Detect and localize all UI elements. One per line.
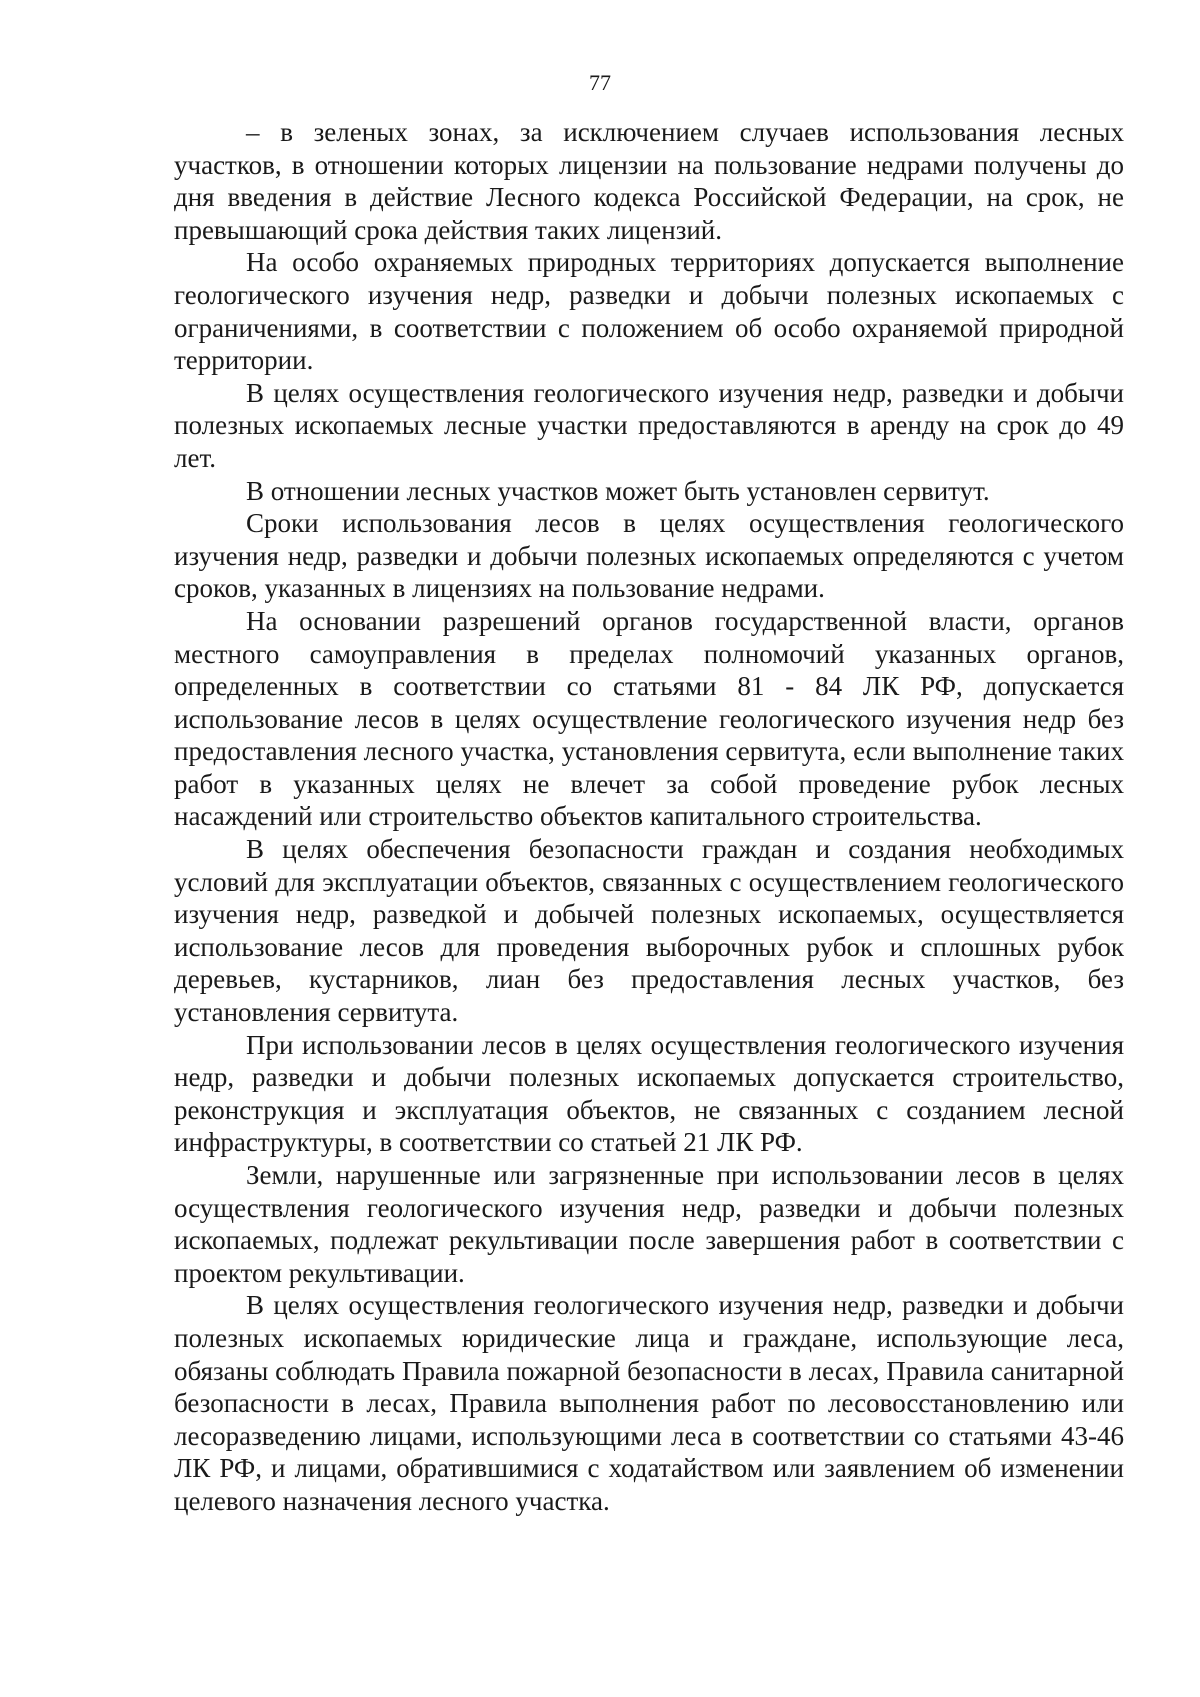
page-number: 77 (589, 70, 611, 95)
paragraph-rules: В целях осуществления геологического изучения недр, разведки и добычи полезных ископаемых юридические лица и граждане, использующие леса, обязаны соблюдать Правила пожарной безопасности в лесах, Правила санитарной безопасности в лесах, Правила выполнения работ по лесовосстановлению или лесоразведению лицами, использующими леса в соответствии со статьями 43-46 ЛК РФ, и лицами, обратившимися с ходатайством или заявлением об изменении целевого назначения лесного участка. (174, 1290, 1124, 1516)
paragraph-reclamation: Земли, нарушенные или загрязненные при использовании лесов в целях осуществления геологического изучения недр, разведки и добычи полезных ископаемых, подлежат рекультивации после завершения работ в соответствии с проектом рекультивации. (174, 1160, 1124, 1288)
paragraph-protected-territories: На особо охраняемых природных территориях допускается выполнение геологического изучения недр, разведки и добычи полезных ископаемых с ограничениями, в соответствии с положением об особо охраняемой природной территории. (174, 247, 1124, 376)
paragraph-lease-term: В целях осуществления геологического изучения недр, разведки и добычи полезных ископаемых лесные участки предоставляются в аренду на срок до 49 лет. (174, 377, 1124, 473)
document-body (174, 116, 1124, 1518)
paragraph-servitude: В отношении лесных участков может быть установлен сервитут. (246, 475, 990, 506)
paragraph-permits: На основании разрешений органов государственной власти, органов местного самоуправления в пределах полномочий указанных органов, определенных в соответствии со статьями 81 - 84 ЛК РФ, допускается использование лесов в целях осуществление геологического изучения недр без предоставления лесного участка, установления сервитута, если выполнение таких работ в указанных целях не влечет за собой проведение рубок лесных насаждений или строительство объектов капитального строительства. (174, 605, 1124, 832)
paragraph-usage-terms: Сроки использования лесов в целях осуществления геологического изучения недр, разведки и добычи полезных ископаемых определяются с учетом сроков, указанных в лицензиях на пользование недрами. (174, 508, 1124, 604)
paragraph-safety: В целях обеспечения безопасности граждан и создания необходимых условий для эксплуатации объектов, связанных с осуществлением геологического изучения недр, разведкой и добычей полезных ископаемых, осуществляется использование лесов для проведения выборочных рубок и сплошных рубок деревьев, кустарников, лиан без предоставления лесных участков, без установления сервитута. (174, 834, 1124, 1028)
paragraph-green-zones: – в зеленых зонах, за исключением случаев использования лесных участков, в отношении которых лицензии на пользование недрами получены до дня введения в действие Лесного кодекса Российской Федерации, на срок, не превышающий срока действия таких лицензий. (174, 117, 1124, 245)
paragraph-construction: При использовании лесов в целях осуществления геологического изучения недр, разведки и добычи полезных ископаемых допускается строительство, реконструкция и эксплуатация объектов, не связанных с созданием лесной инфраструктуры, в соответствии со статьей 21 ЛК РФ. (174, 1029, 1124, 1158)
